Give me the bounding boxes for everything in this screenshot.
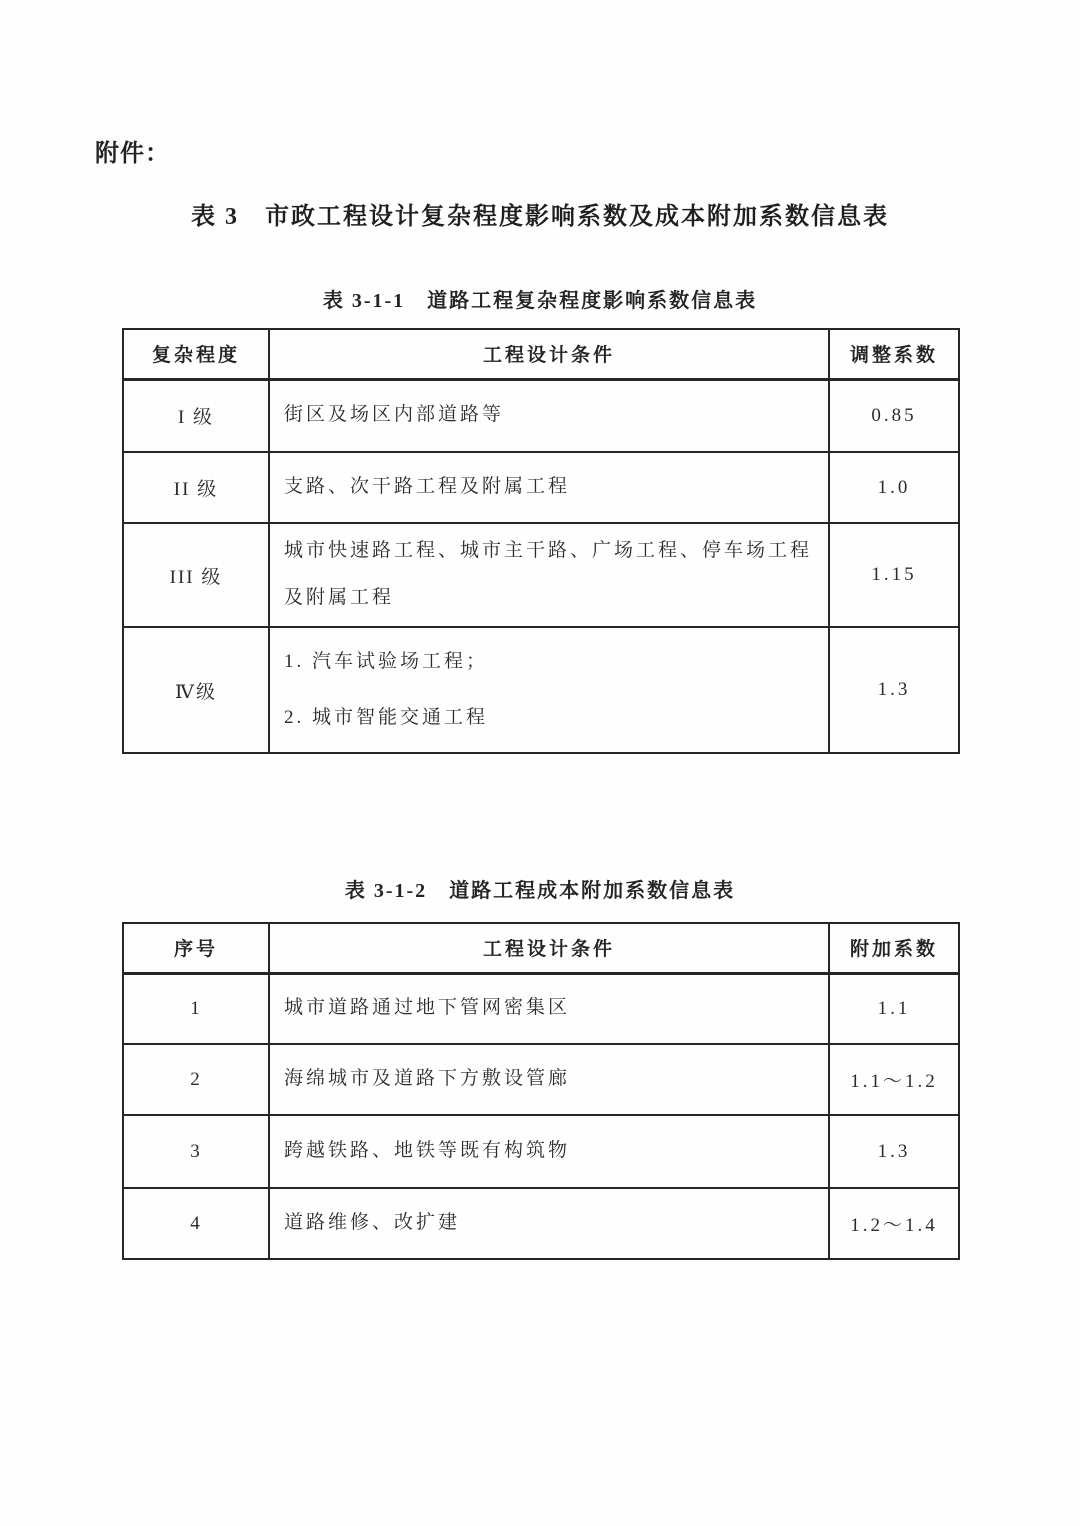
condition-cell: 跨越铁路、地铁等既有构筑物 bbox=[269, 1115, 829, 1188]
table2-caption: 表 3-1-2 道路工程成本附加系数信息表 bbox=[344, 880, 736, 902]
number-cell: 1 bbox=[123, 973, 269, 1044]
condition-cell: 道路维修、改扩建 bbox=[269, 1188, 829, 1259]
coefficient-cell: 0.85 bbox=[829, 379, 959, 452]
table1-header-complexity: 复杂程度 bbox=[123, 329, 269, 379]
table1-header-coefficient: 调整系数 bbox=[829, 329, 959, 379]
condition-cell: 城市道路通过地下管网密集区 bbox=[269, 973, 829, 1044]
table-row bbox=[123, 973, 959, 1044]
condition-line-2: 2. 城市智能交通工程 bbox=[284, 707, 489, 728]
coefficient-cell: 1.0 bbox=[829, 452, 959, 523]
level-cell: II 级 bbox=[123, 452, 269, 523]
number-cell: 4 bbox=[123, 1188, 269, 1259]
coefficient-cell: 1.1～1.2 bbox=[829, 1044, 959, 1115]
coefficient-cell: 1.3 bbox=[829, 1115, 959, 1188]
table2-header-no: 序号 bbox=[123, 923, 269, 973]
level-cell: I 级 bbox=[123, 379, 269, 452]
attachment-label: 附件： bbox=[95, 141, 170, 167]
condition-cell bbox=[269, 627, 829, 753]
page-title: 表 3 市政工程设计复杂程度影响系数及成本附加系数信息表 bbox=[191, 204, 889, 230]
table-header-row bbox=[123, 329, 959, 379]
condition-cell: 支路、次干路工程及附属工程 bbox=[269, 452, 829, 523]
table-row bbox=[123, 452, 959, 523]
table-row bbox=[123, 379, 959, 452]
table-row bbox=[123, 1044, 959, 1115]
coefficient-cell: 1.1 bbox=[829, 973, 959, 1044]
table2-header-coefficient: 附加系数 bbox=[829, 923, 959, 973]
table1-caption: 表 3-1-1 道路工程复杂程度影响系数信息表 bbox=[322, 290, 758, 312]
table1-header-condition: 工程设计条件 bbox=[269, 329, 829, 379]
condition-cell: 街区及场区内部道路等 bbox=[269, 379, 829, 452]
table2-header-condition: 工程设计条件 bbox=[269, 923, 829, 973]
table-row bbox=[123, 1188, 959, 1259]
level-cell: Ⅳ级 bbox=[123, 627, 269, 753]
cost-surcharge-table bbox=[122, 922, 960, 1260]
number-cell: 3 bbox=[123, 1115, 269, 1188]
condition-cell: 城市快速路工程、城市主干路、广场工程、停车场工程及附属工程 bbox=[269, 523, 829, 627]
table-row bbox=[123, 627, 959, 753]
coefficient-cell: 1.3 bbox=[829, 627, 959, 753]
table-row bbox=[123, 1115, 959, 1188]
complexity-coefficient-table bbox=[122, 328, 960, 754]
level-cell: III 级 bbox=[123, 523, 269, 627]
coefficient-cell: 1.2～1.4 bbox=[829, 1188, 959, 1259]
coefficient-cell: 1.15 bbox=[829, 523, 959, 627]
table-row bbox=[123, 523, 959, 627]
condition-cell: 海绵城市及道路下方敷设管廊 bbox=[269, 1044, 829, 1115]
condition-line-1: 1. 汽车试验场工程； bbox=[284, 651, 489, 673]
number-cell: 2 bbox=[123, 1044, 269, 1115]
table-header-row bbox=[123, 923, 959, 973]
